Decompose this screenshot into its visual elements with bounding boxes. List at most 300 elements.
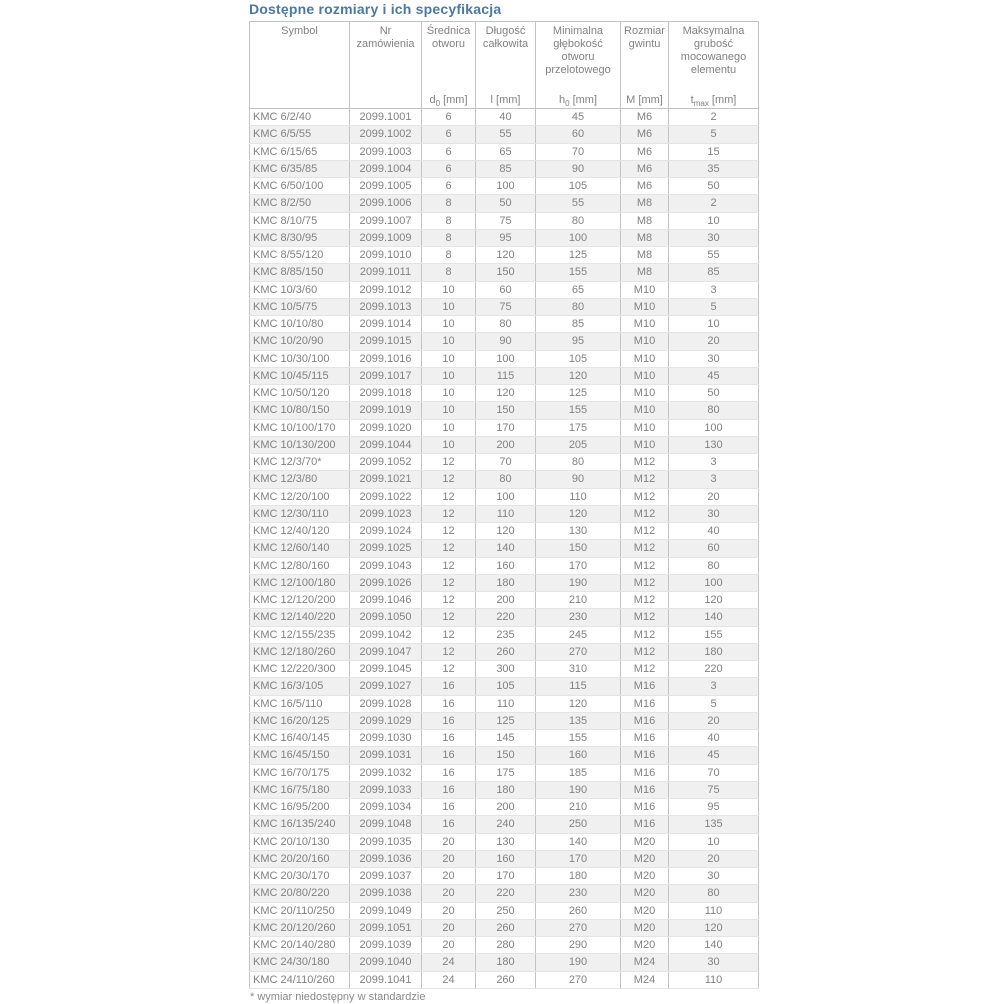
cell-hole-diameter: 16 (422, 712, 476, 729)
column-unit-max-element-thickness (690, 94, 737, 109)
cell-symbol: KMC 6/2/40 (250, 109, 350, 126)
cell-thread-size: M24 (621, 971, 669, 988)
table-row (250, 799, 759, 816)
cell-hole-diameter: 10 (422, 436, 476, 453)
unit-sub: 0 (435, 99, 441, 109)
column-unit-total-length (491, 94, 521, 106)
cell-min-through-hole-depth: 155 (536, 730, 621, 747)
cell-order-number: 2099.1006 (350, 195, 422, 212)
cell-symbol: KMC 20/120/260 (250, 919, 350, 936)
cell-hole-diameter: 8 (422, 247, 476, 264)
unit-tail: [mm] (635, 94, 663, 106)
cell-max-element-thickness: 95 (669, 799, 759, 816)
cell-min-through-hole-depth: 185 (536, 764, 621, 781)
cell-hole-diameter: 16 (422, 747, 476, 764)
cell-order-number: 2099.1015 (350, 333, 422, 350)
cell-total-length: 260 (476, 919, 536, 936)
cell-thread-size: M12 (621, 540, 669, 557)
cell-symbol: KMC 10/10/80 (250, 316, 350, 333)
cell-max-element-thickness: 155 (669, 626, 759, 643)
cell-hole-diameter: 8 (422, 264, 476, 281)
table-row (250, 626, 759, 643)
table-row (250, 557, 759, 574)
unit-base: h (558, 94, 566, 106)
cell-thread-size: M8 (621, 247, 669, 264)
cell-thread-size: M12 (621, 661, 669, 678)
cell-order-number: 2099.1014 (350, 316, 422, 333)
cell-thread-size: M16 (621, 781, 669, 798)
cell-total-length: 170 (476, 419, 536, 436)
cell-total-length: 250 (476, 902, 536, 919)
table-row (250, 143, 759, 160)
cell-total-length: 280 (476, 937, 536, 954)
cell-total-length: 75 (476, 212, 536, 229)
cell-order-number: 2099.1020 (350, 419, 422, 436)
cell-symbol: KMC 8/55/120 (250, 247, 350, 264)
cell-max-element-thickness: 50 (669, 178, 759, 195)
cell-thread-size: M12 (621, 626, 669, 643)
column-unit-thread-size (626, 94, 663, 106)
cell-thread-size: M20 (621, 885, 669, 902)
cell-hole-diameter: 6 (422, 126, 476, 143)
cell-symbol: KMC 12/140/220 (250, 609, 350, 626)
cell-symbol: KMC 8/10/75 (250, 212, 350, 229)
cell-max-element-thickness: 20 (669, 333, 759, 350)
cell-min-through-hole-depth: 155 (536, 264, 621, 281)
cell-order-number: 2099.1018 (350, 385, 422, 402)
cell-total-length: 200 (476, 592, 536, 609)
cell-max-element-thickness: 40 (669, 523, 759, 540)
cell-symbol: KMC 12/100/180 (250, 574, 350, 591)
table-row (250, 781, 759, 798)
column-label-hole-diameter: Średnica otworu (426, 25, 471, 50)
cell-hole-diameter: 20 (422, 833, 476, 850)
cell-max-element-thickness: 20 (669, 488, 759, 505)
page-title: Dostępne rozmiary i ich specyfikacja (249, 1, 502, 17)
cell-order-number: 2099.1002 (350, 126, 422, 143)
column-header-thread-size (621, 22, 669, 109)
cell-max-element-thickness: 85 (669, 264, 759, 281)
table-header (250, 22, 759, 109)
cell-symbol: KMC 16/40/145 (250, 730, 350, 747)
cell-total-length: 120 (476, 385, 536, 402)
table-row (250, 333, 759, 350)
cell-total-length: 95 (476, 229, 536, 246)
unit-tail: [mm] (440, 94, 468, 106)
cell-max-element-thickness: 3 (669, 454, 759, 471)
cell-total-length: 220 (476, 609, 536, 626)
cell-symbol: KMC 20/20/160 (250, 850, 350, 867)
cell-order-number: 2099.1007 (350, 212, 422, 229)
cell-thread-size: M10 (621, 333, 669, 350)
cell-min-through-hole-depth: 80 (536, 454, 621, 471)
cell-thread-size: M10 (621, 367, 669, 384)
cell-order-number: 2099.1047 (350, 643, 422, 660)
cell-symbol: KMC 12/3/70* (250, 454, 350, 471)
cell-min-through-hole-depth: 170 (536, 557, 621, 574)
cell-thread-size: M10 (621, 316, 669, 333)
cell-order-number: 2099.1045 (350, 661, 422, 678)
cell-hole-diameter: 20 (422, 937, 476, 954)
cell-min-through-hole-depth: 245 (536, 626, 621, 643)
cell-hole-diameter: 12 (422, 626, 476, 643)
cell-total-length: 160 (476, 557, 536, 574)
cell-max-element-thickness: 100 (669, 419, 759, 436)
table-row (250, 247, 759, 264)
cell-thread-size: M6 (621, 178, 669, 195)
cell-order-number: 2099.1010 (350, 247, 422, 264)
cell-hole-diameter: 6 (422, 143, 476, 160)
cell-total-length: 100 (476, 178, 536, 195)
column-header-min-through-hole-depth (536, 22, 621, 109)
cell-symbol: KMC 16/135/240 (250, 816, 350, 833)
table-row (250, 229, 759, 246)
cell-order-number: 2099.1028 (350, 695, 422, 712)
cell-order-number: 2099.1021 (350, 471, 422, 488)
table-row (250, 643, 759, 660)
cell-symbol: KMC 12/220/300 (250, 661, 350, 678)
cell-symbol: KMC 16/75/180 (250, 781, 350, 798)
column-label-symbol: Symbol (281, 25, 318, 37)
cell-hole-diameter: 16 (422, 730, 476, 747)
column-label-max-element-thickness: Maksymalna grubość mocowanego elementu (680, 25, 747, 76)
catalog-spec-section (249, 0, 769, 1004)
cell-hole-diameter: 10 (422, 316, 476, 333)
cell-order-number: 2099.1049 (350, 902, 422, 919)
cell-order-number: 2099.1052 (350, 454, 422, 471)
cell-total-length: 300 (476, 661, 536, 678)
cell-max-element-thickness: 120 (669, 592, 759, 609)
unit-tail: [mm] (708, 94, 737, 106)
cell-total-length: 60 (476, 281, 536, 298)
table-row (250, 919, 759, 936)
cell-total-length: 200 (476, 436, 536, 453)
cell-thread-size: M20 (621, 868, 669, 885)
table-row (250, 540, 759, 557)
cell-total-length: 75 (476, 298, 536, 315)
cell-total-length: 235 (476, 626, 536, 643)
cell-max-element-thickness: 120 (669, 919, 759, 936)
cell-symbol: KMC 12/20/100 (250, 488, 350, 505)
cell-max-element-thickness: 2 (669, 109, 759, 126)
cell-thread-size: M20 (621, 919, 669, 936)
cell-hole-diameter: 16 (422, 816, 476, 833)
cell-hole-diameter: 12 (422, 505, 476, 522)
cell-order-number: 2099.1003 (350, 143, 422, 160)
cell-symbol: KMC 20/10/130 (250, 833, 350, 850)
cell-hole-diameter: 24 (422, 971, 476, 988)
unit-sub: 0 (565, 99, 570, 109)
cell-max-element-thickness: 30 (669, 868, 759, 885)
column-header-symbol (250, 22, 350, 109)
unit-base: t (690, 94, 694, 106)
cell-thread-size: M8 (621, 264, 669, 281)
cell-total-length: 160 (476, 850, 536, 867)
cell-min-through-hole-depth: 150 (536, 540, 621, 557)
table-row (250, 971, 759, 988)
cell-thread-size: M6 (621, 143, 669, 160)
cell-thread-size: M8 (621, 212, 669, 229)
cell-thread-size: M16 (621, 764, 669, 781)
cell-min-through-hole-depth: 120 (536, 367, 621, 384)
cell-max-element-thickness: 140 (669, 609, 759, 626)
cell-min-through-hole-depth: 270 (536, 971, 621, 988)
table-row (250, 954, 759, 971)
cell-total-length: 80 (476, 471, 536, 488)
cell-total-length: 110 (476, 505, 536, 522)
cell-hole-diameter: 8 (422, 212, 476, 229)
table-row (250, 471, 759, 488)
cell-min-through-hole-depth: 140 (536, 833, 621, 850)
cell-thread-size: M10 (621, 281, 669, 298)
cell-hole-diameter: 20 (422, 868, 476, 885)
table-row (250, 316, 759, 333)
cell-hole-diameter: 16 (422, 781, 476, 798)
cell-hole-diameter: 10 (422, 298, 476, 315)
cell-thread-size: M10 (621, 385, 669, 402)
cell-hole-diameter: 6 (422, 178, 476, 195)
cell-min-through-hole-depth: 230 (536, 609, 621, 626)
cell-hole-diameter: 12 (422, 609, 476, 626)
cell-max-element-thickness: 45 (669, 747, 759, 764)
cell-min-through-hole-depth: 100 (536, 229, 621, 246)
table-row (250, 523, 759, 540)
cell-min-through-hole-depth: 230 (536, 885, 621, 902)
table-row (250, 264, 759, 281)
cell-order-number: 2099.1027 (350, 678, 422, 695)
cell-thread-size: M20 (621, 937, 669, 954)
cell-min-through-hole-depth: 105 (536, 350, 621, 367)
cell-thread-size: M12 (621, 557, 669, 574)
cell-order-number: 2099.1019 (350, 402, 422, 419)
table-row (250, 592, 759, 609)
cell-order-number: 2099.1017 (350, 367, 422, 384)
table-row (250, 868, 759, 885)
cell-thread-size: M6 (621, 160, 669, 177)
cell-hole-diameter: 16 (422, 695, 476, 712)
cell-hole-diameter: 12 (422, 471, 476, 488)
table-row (250, 419, 759, 436)
cell-total-length: 170 (476, 868, 536, 885)
unit-base: l (490, 94, 493, 106)
table-row (250, 609, 759, 626)
table-row (250, 937, 759, 954)
header-row (250, 22, 759, 109)
cell-max-element-thickness: 45 (669, 367, 759, 384)
cell-hole-diameter: 10 (422, 333, 476, 350)
cell-symbol: KMC 16/45/150 (250, 747, 350, 764)
cell-max-element-thickness: 180 (669, 643, 759, 660)
cell-min-through-hole-depth: 120 (536, 695, 621, 712)
cell-order-number: 2099.1050 (350, 609, 422, 626)
cell-hole-diameter: 24 (422, 954, 476, 971)
column-header-max-element-thickness (669, 22, 759, 109)
cell-max-element-thickness: 10 (669, 212, 759, 229)
cell-thread-size: M12 (621, 643, 669, 660)
cell-order-number: 2099.1012 (350, 281, 422, 298)
cell-order-number: 2099.1031 (350, 747, 422, 764)
cell-min-through-hole-depth: 310 (536, 661, 621, 678)
cell-hole-diameter: 12 (422, 557, 476, 574)
cell-symbol: KMC 8/2/50 (250, 195, 350, 212)
cell-symbol: KMC 16/3/105 (250, 678, 350, 695)
cell-max-element-thickness: 130 (669, 436, 759, 453)
cell-order-number: 2099.1025 (350, 540, 422, 557)
table-row (250, 712, 759, 729)
cell-min-through-hole-depth: 170 (536, 850, 621, 867)
cell-thread-size: M20 (621, 833, 669, 850)
table-row (250, 885, 759, 902)
cell-max-element-thickness: 80 (669, 557, 759, 574)
cell-symbol: KMC 12/120/200 (250, 592, 350, 609)
cell-total-length: 115 (476, 367, 536, 384)
cell-max-element-thickness: 60 (669, 540, 759, 557)
cell-min-through-hole-depth: 190 (536, 781, 621, 798)
cell-symbol: KMC 16/5/110 (250, 695, 350, 712)
table-row (250, 298, 759, 315)
cell-min-through-hole-depth: 80 (536, 298, 621, 315)
column-unit-hole-diameter (429, 94, 468, 109)
cell-total-length: 125 (476, 712, 536, 729)
table-row (250, 764, 759, 781)
cell-symbol: KMC 16/20/125 (250, 712, 350, 729)
cell-min-through-hole-depth: 70 (536, 143, 621, 160)
cell-thread-size: M12 (621, 488, 669, 505)
cell-hole-diameter: 8 (422, 195, 476, 212)
cell-min-through-hole-depth: 105 (536, 178, 621, 195)
cell-thread-size: M24 (621, 954, 669, 971)
cell-symbol: KMC 6/15/65 (250, 143, 350, 160)
cell-order-number: 2099.1035 (350, 833, 422, 850)
cell-order-number: 2099.1034 (350, 799, 422, 816)
cell-total-length: 65 (476, 143, 536, 160)
cell-symbol: KMC 20/110/250 (250, 902, 350, 919)
cell-order-number: 2099.1037 (350, 868, 422, 885)
cell-symbol: KMC 8/85/150 (250, 264, 350, 281)
cell-max-element-thickness: 5 (669, 126, 759, 143)
cell-thread-size: M16 (621, 695, 669, 712)
cell-hole-diameter: 12 (422, 540, 476, 557)
cell-thread-size: M20 (621, 902, 669, 919)
cell-symbol: KMC 10/45/115 (250, 367, 350, 384)
cell-thread-size: M12 (621, 471, 669, 488)
cell-symbol: KMC 10/5/75 (250, 298, 350, 315)
cell-order-number: 2099.1046 (350, 592, 422, 609)
cell-total-length: 120 (476, 523, 536, 540)
table-row (250, 212, 759, 229)
cell-hole-diameter: 6 (422, 109, 476, 126)
column-header-hole-diameter (422, 22, 476, 109)
table-row (250, 850, 759, 867)
cell-min-through-hole-depth: 115 (536, 678, 621, 695)
cell-order-number: 2099.1033 (350, 781, 422, 798)
cell-total-length: 130 (476, 833, 536, 850)
cell-max-element-thickness: 80 (669, 885, 759, 902)
cell-symbol: KMC 8/30/95 (250, 229, 350, 246)
table-body (250, 109, 759, 989)
cell-total-length: 180 (476, 574, 536, 591)
cell-total-length: 100 (476, 488, 536, 505)
cell-symbol: KMC 6/50/100 (250, 178, 350, 195)
cell-min-through-hole-depth: 175 (536, 419, 621, 436)
cell-order-number: 2099.1026 (350, 574, 422, 591)
cell-hole-diameter: 12 (422, 454, 476, 471)
cell-hole-diameter: 20 (422, 919, 476, 936)
table-row (250, 730, 759, 747)
cell-order-number: 2099.1022 (350, 488, 422, 505)
column-label-thread-size: Rozmiar gwintu (624, 25, 665, 50)
cell-symbol: KMC 10/80/150 (250, 402, 350, 419)
table-row (250, 574, 759, 591)
cell-max-element-thickness: 110 (669, 902, 759, 919)
cell-order-number: 2099.1041 (350, 971, 422, 988)
column-label-min-through-hole-depth: Minimalna głębokość otworu przelotowego (545, 25, 611, 76)
cell-max-element-thickness: 55 (669, 247, 759, 264)
cell-min-through-hole-depth: 270 (536, 643, 621, 660)
cell-max-element-thickness: 100 (669, 574, 759, 591)
cell-hole-diameter: 12 (422, 643, 476, 660)
unit-tail: [mm] (569, 94, 598, 106)
column-header-total-length (476, 22, 536, 109)
cell-max-element-thickness: 2 (669, 195, 759, 212)
cell-hole-diameter: 12 (422, 523, 476, 540)
table-row (250, 281, 759, 298)
cell-max-element-thickness: 10 (669, 833, 759, 850)
cell-min-through-hole-depth: 60 (536, 126, 621, 143)
cell-total-length: 180 (476, 781, 536, 798)
cell-thread-size: M12 (621, 574, 669, 591)
table-row (250, 402, 759, 419)
table-row (250, 833, 759, 850)
table-row (250, 695, 759, 712)
cell-max-element-thickness: 3 (669, 471, 759, 488)
cell-thread-size: M10 (621, 298, 669, 315)
cell-max-element-thickness: 15 (669, 143, 759, 160)
spec-table (249, 21, 759, 989)
cell-max-element-thickness: 50 (669, 385, 759, 402)
cell-symbol: KMC 10/50/120 (250, 385, 350, 402)
cell-min-through-hole-depth: 260 (536, 902, 621, 919)
table-row (250, 454, 759, 471)
cell-symbol: KMC 20/140/280 (250, 937, 350, 954)
table-row (250, 109, 759, 126)
cell-order-number: 2099.1005 (350, 178, 422, 195)
cell-order-number: 2099.1042 (350, 626, 422, 643)
cell-thread-size: M12 (621, 523, 669, 540)
cell-total-length: 175 (476, 764, 536, 781)
column-label-order-number: Nr zamówienia (356, 25, 415, 50)
cell-total-length: 220 (476, 885, 536, 902)
cell-symbol: KMC 12/80/160 (250, 557, 350, 574)
table-row (250, 488, 759, 505)
footnote: * wymiar niedostępny w standardzie (250, 990, 426, 1003)
unit-tail: [mm] (492, 94, 521, 106)
cell-total-length: 40 (476, 109, 536, 126)
cell-total-length: 145 (476, 730, 536, 747)
cell-total-length: 110 (476, 695, 536, 712)
cell-symbol: KMC 10/20/90 (250, 333, 350, 350)
cell-max-element-thickness: 140 (669, 937, 759, 954)
cell-order-number: 2099.1030 (350, 730, 422, 747)
table-row (250, 367, 759, 384)
cell-max-element-thickness: 30 (669, 229, 759, 246)
cell-max-element-thickness: 35 (669, 160, 759, 177)
cell-hole-diameter: 16 (422, 764, 476, 781)
cell-thread-size: M12 (621, 454, 669, 471)
cell-thread-size: M12 (621, 609, 669, 626)
cell-symbol: KMC 12/180/260 (250, 643, 350, 660)
cell-min-through-hole-depth: 290 (536, 937, 621, 954)
